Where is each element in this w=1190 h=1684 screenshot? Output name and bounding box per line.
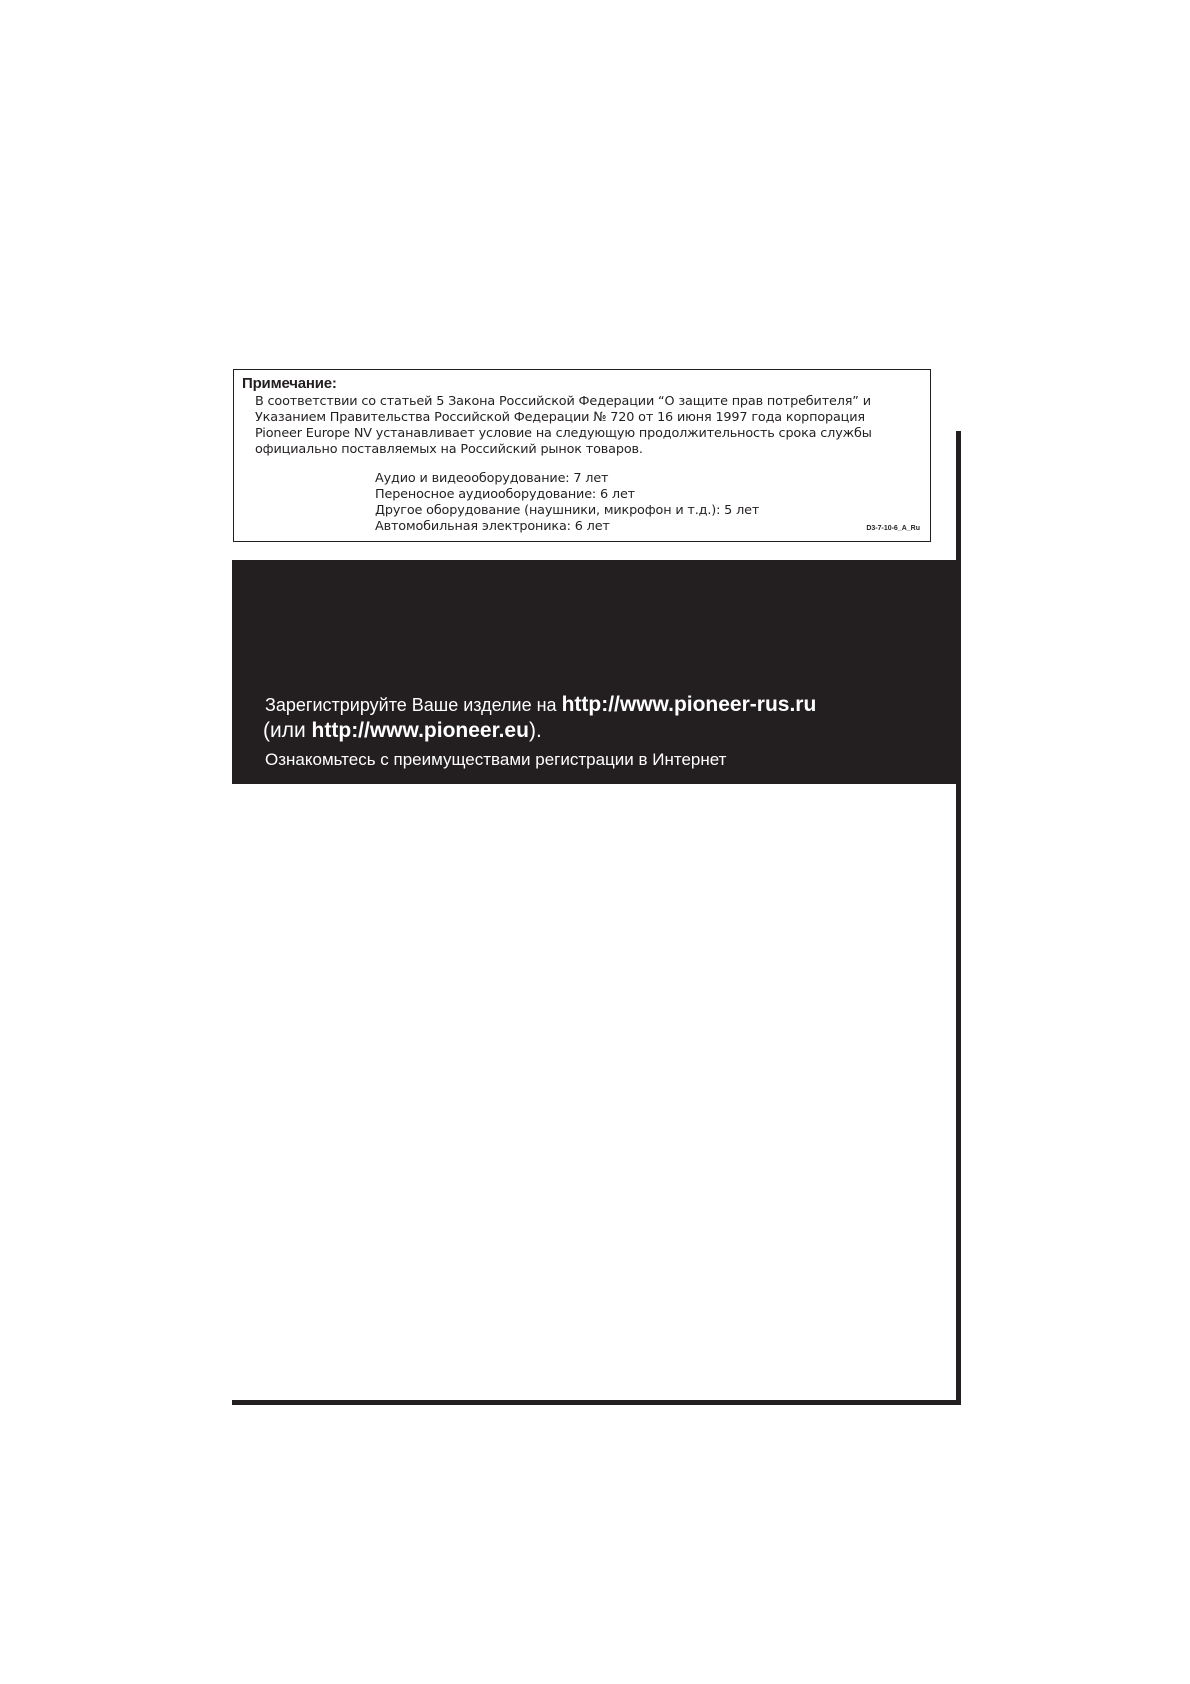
frame-bottom-border [232,1400,961,1405]
service-life-note [233,369,931,542]
note-title: Примечание: [242,375,337,392]
service-life-list [375,471,759,535]
note-paragraph-line: Указанием Правительства Российской Федерации № 720 от 16 июня 1997 года корпорация [255,410,865,425]
list-item: Аудио и видеооборудование: 7 лет [375,471,609,486]
registration-banner [232,560,960,784]
list-item: Другое оборудование (наушники, микрофон и т.д.): 5 лет [375,503,760,518]
note-paragraph [255,394,925,458]
list-item: Переносное аудиооборудование: 6 лет [375,487,635,502]
note-paragraph-line: Pioneer Europe NV устанавливает условие на следующую продолжительность срока службы [255,426,872,441]
registration-benefits-text: Ознакомьтесь с преимуществами регистрации в Интернет [265,750,727,769]
alternate-prefix: (или [263,719,312,742]
registration-text: Зарегистрируйте Ваше изделие на [265,695,562,715]
list-item: Автомобильная электроника: 6 лет [375,519,610,534]
note-paragraph-line: В соответствии со статьей 5 Закона Российской Федерации “О защите прав потребителя” и [255,394,871,409]
note-paragraph-line: официально поставляемых на Российский рынок товаров. [255,442,643,457]
alternate-registration-line [263,719,542,743]
registration-line [265,693,816,717]
document-code: D3-7-10-6_A_Ru [866,525,920,532]
registration-link[interactable]: http://www.pioneer-rus.ru [561,693,817,716]
alternate-suffix: ). [528,719,542,742]
alternate-link[interactable]: http://www.pioneer.eu [311,719,529,742]
